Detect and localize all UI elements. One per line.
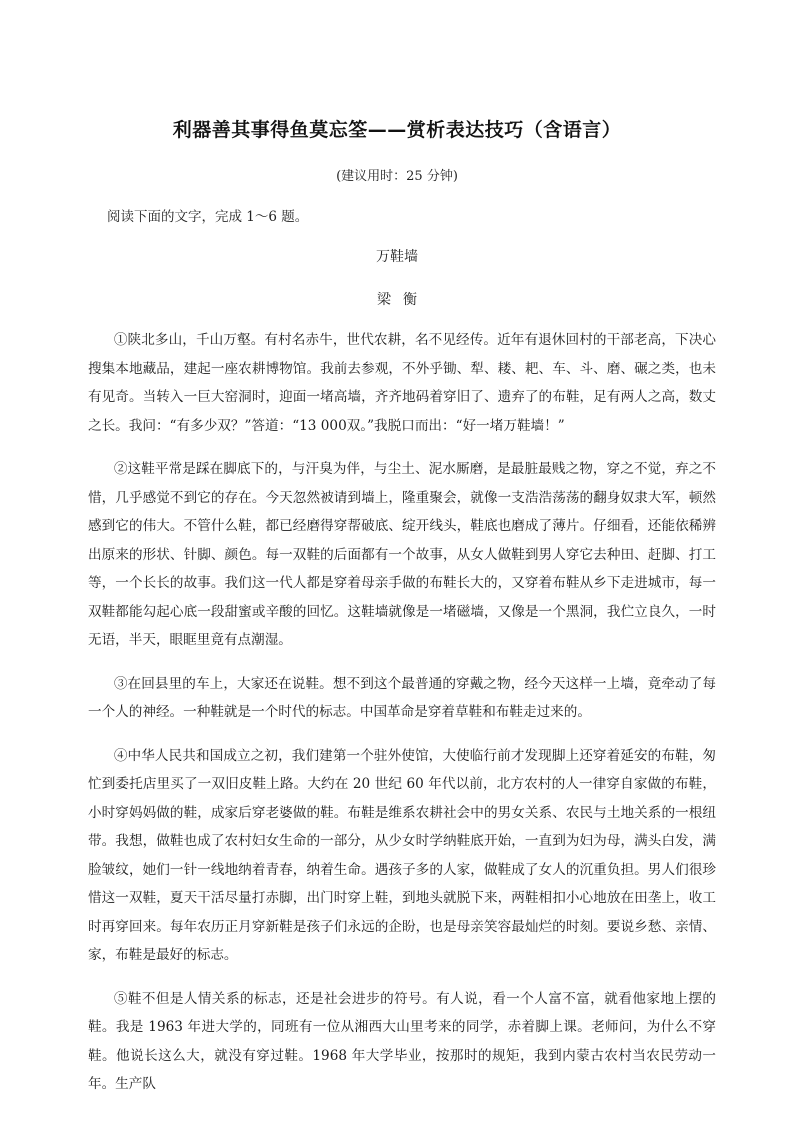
paragraph-3: ③在回县里的车上，大家还在说鞋。想不到这个最普通的穿戴之物，经今天这样一上墙，竟牵动了每一个人的神经。一种鞋就是一个时代的标志。中国革命是穿着草鞋和布鞋走过来的。 — [88, 675, 716, 720]
reading-instruction: 阅读下面的文字，完成 1～6 题。 — [107, 209, 309, 225]
essay-body — [88, 326, 716, 1114]
document-title: 利器善其事得鱼莫忘筌——赏析表达技巧（含语言） — [172, 119, 622, 141]
time-hint: (建议用时：25 分钟) — [336, 169, 458, 184]
paragraph-1: ①陕北多山，千山万壑。有村名赤牛，世代农耕，名不见经传。近年有退休回村的干部老高，下决心搜集本地藏品，建起一座农耕博物馆。我前去参观，不外乎锄、犁、耧、耙、车、斗、磨、碾之类，也未有见奇。当转入一巨大窑洞时，迎面一堵高墙，齐齐地码着穿旧了、遗弃了的布鞋，足有两人之高，数丈之长。我问：“有多少双？”答道：“13 000双。”我脱口而出：“好一堵万鞋墙！” — [88, 332, 716, 434]
paragraph-2: ②这鞋平常是踩在脚底下的，与汗臭为伴，与尘土、泥水厮磨，是最脏最贱之物，穿之不觉，弃之不惜，几乎感觉不到它的存在。今天忽然被请到墙上，隆重聚会，就像一支浩浩荡荡的翻身奴隶大军，顿然感到它的伟大。不管什么鞋，都已经磨得穿帮破底、绽开线头，鞋底也磨成了薄片。仔细看，还能依稀辨出原来的形状、针脚、颜色。每一双鞋的后面都有一个故事，从女人做鞋到男人穿它去种田、赶脚、打工等，一个长长的故事。我们这一代人都是穿着母亲手做的布鞋长大的，又穿着布鞋从乡下走进城市，每一双鞋都能勾起心底一段甜蜜或辛酸的回忆。这鞋墙就像是一堵磁墙，又像是一个黑洞，我伫立良久，一时无语，半天，眼眶里竟有点潮湿。 — [88, 461, 716, 648]
essay-title: 万鞋墙 — [376, 249, 418, 265]
essay-author: 梁衡 — [377, 292, 429, 308]
paragraph-4: ④中华人民共和国成立之初，我们建第一个驻外使馆，大使临行前才发现脚上还穿着延安的布鞋，匆忙到委托店里买了一双旧皮鞋上路。大约在 20 世纪 60 年代以前，北方农村的人一律穿自家做的布鞋，小时穿妈妈做的鞋，成家后穿老婆做的鞋。布鞋是维系农耕社会中的男女关系、农民与土地关系的一根纽带。我想，做鞋也成了农村妇女生命的一部分，从少女时学纳鞋底开始，一直到为妇为母，满头白发，满脸皱纹，她们一针一线地纳着青春，纳着生命。遇孩子多的人家，做鞋成了女人的沉重负担。男人们很珍惜这一双鞋，夏天干活尽量打赤脚，出门时穿上鞋，到地头就脱下来，两鞋相扣小心地放在田垄上，收工时再穿回来。每年农历正月穿新鞋是孩子们永远的企盼，也是母亲笑容最灿烂的时刻。要说乡愁、亲情、家，布鞋是最好的标志。 — [88, 747, 716, 963]
paragraph-5: ⑤鞋不但是人情关系的标志，还是社会进步的符号。有人说，看一个人富不富，就看他家地上摆的鞋。我是 1963 年进大学的，同班有一位从湘西大山里考来的同学，赤着脚上课。老师问，为什么不穿鞋。他说长这么大，就没有穿过鞋。1968 年大学毕业，按那时的规矩，我到内蒙古农村当农民劳动一年。生产队 — [88, 990, 716, 1092]
